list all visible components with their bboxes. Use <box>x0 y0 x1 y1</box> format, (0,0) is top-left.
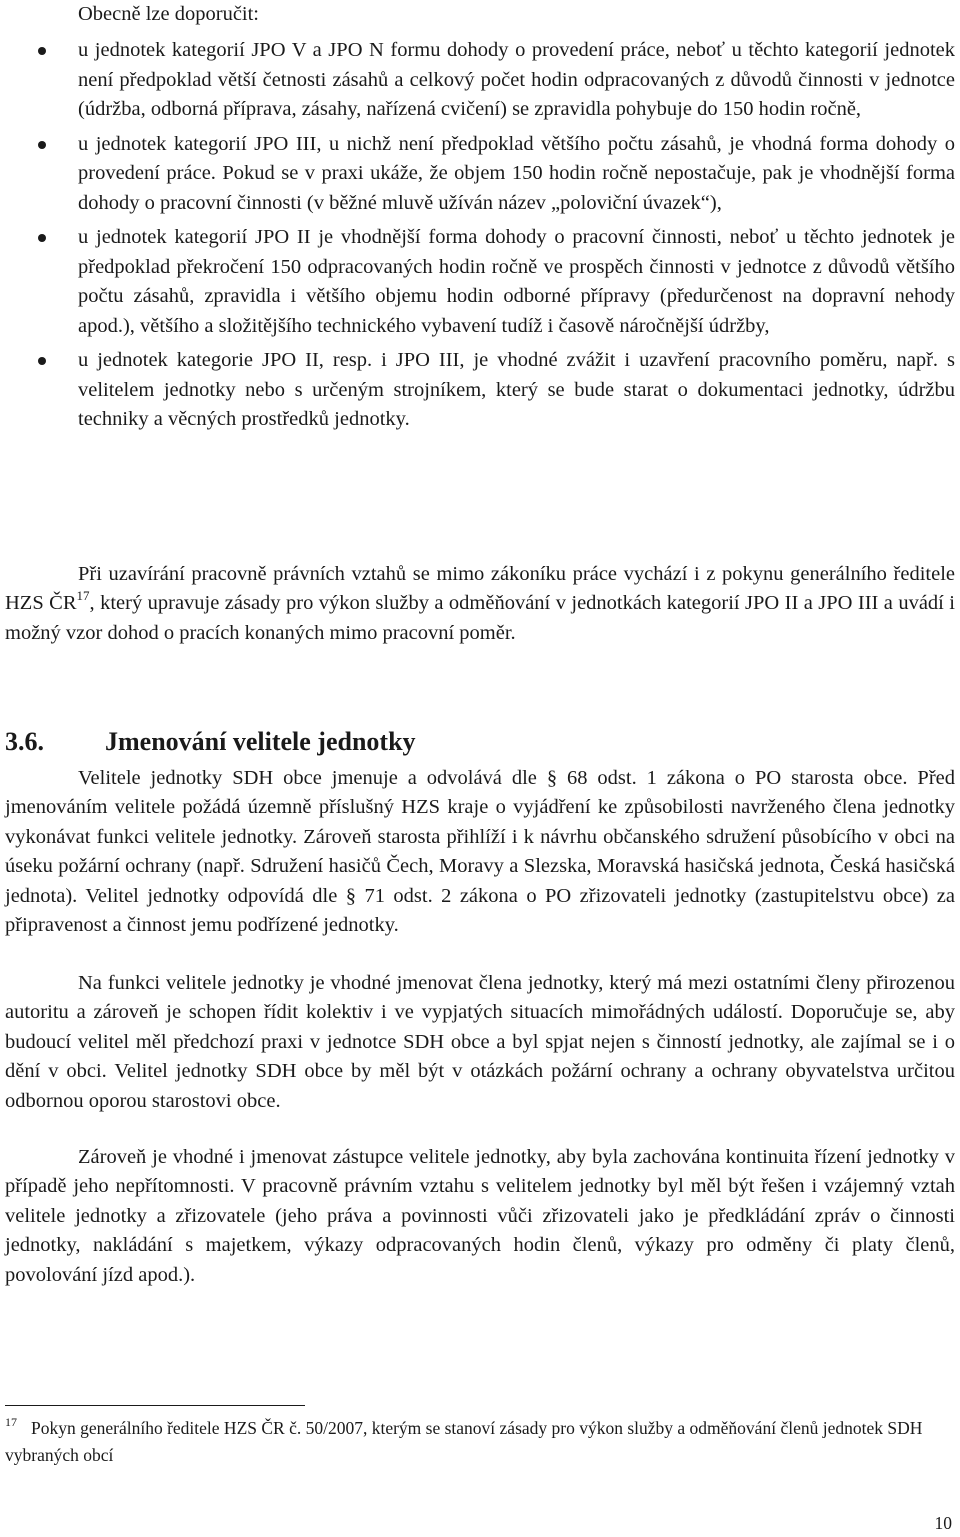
footnote-mark: 17 <box>5 1415 17 1429</box>
list-item <box>0 346 955 435</box>
list-item-text: u jednotek kategorie JPO II, resp. i JPO III, je vhodné zvážit i uzavření pracovního poměru, např. s velitelem jednotky nebo s určeným strojníkem, který se bude starat o dokumentaci jednotky, údržbu techniky a věcných prostředků jednotky. <box>78 349 955 430</box>
list-item <box>0 130 955 219</box>
paragraph-text: Zároveň je vhodné i jmenovat zástupce velitele jednotky, aby byla zachována kontinuita řízení jednotky v případě jeho nepřítomnosti. V pracovně právním vztahu s velitelem jednotky byl měl být řešen i vzájemný vztah velitele jednotky a zřizovatele (jeho práva a povinnosti vůči zřizovateli jako je předkládání zpráv o činnosti jednotky, nakládání s majetkem, výkazy odpracovaných hodin členů, výkazy pro odměny či platy členů, povolování jízd apod.). <box>5 1146 955 1286</box>
list-item-text: u jednotek kategorií JPO III, u nichž není předpoklad většího počtu zásahů, je vhodná forma dohody o provedení práce. Pokud se v praxi ukáže, že objem 150 hodin ročně nepostačuje, pak je vhodnější forma dohody o pracovní činnosti (v běžné mluvě užíván název „poloviční úvazek“), <box>78 132 955 214</box>
paragraph-commander-qualities <box>5 969 955 1116</box>
paragraph-text-after: , který upravuje zásady pro výkon služby a odměňování v jednotkách kategorií JPO II a JPO III a uvádí i možný vzor dohod o pracích konaných mimo pracovní poměr. <box>5 592 956 644</box>
page-number: 10 <box>934 1513 952 1533</box>
paragraph-deputy <box>5 1143 955 1290</box>
bullet-icon <box>38 47 46 55</box>
paragraph-text-before: Při uzavírání pracovně právních vztahů se mimo zákoníku práce vychází i z pokynu generálního ředitele HZS ČR <box>5 563 955 615</box>
footnote-divider <box>5 1405 305 1406</box>
footnote-reference[interactable]: 17 <box>76 588 90 604</box>
list-item <box>0 36 955 125</box>
footnote-text: Pokyn generálního ředitele HZS ČR č. 50/2007, kterým se stanoví zásady pro výkon služby a odměňování členů jednotek SDH vybraných obcí <box>5 1418 923 1465</box>
paragraph-text: Velitele jednotky SDH obce jmenuje a odvolává dle § 68 odst. 1 zákona o PO starosta obce. Před jmenováním velitele požádá územně příslušný HZS kraje o vyjádření ke způsobilosti navrženého člena jednotky vykonávat funkci velitele jednotky. Zároveň starosta přihlíží i k návrhu občanského sdružení působícího v obci na úseku požární ochrany (např. Sdružení hasičů Čech, Moravy a Slezska, Moravská hasičská jednota, Česká hasičská jednota). Velitel jednotky odpovídá dle § 71 odst. 2 zákona o PO zřizovateli jednotky (zastupitelstvu obce) za připravenost a činnost jemu podřízené jednotky. <box>5 767 955 937</box>
recommendation-list <box>0 36 960 440</box>
footnote <box>5 1415 955 1469</box>
section-number: 3.6. <box>5 727 44 756</box>
list-item-text: u jednotek kategorií JPO II je vhodnější forma dohody o pracovní činnosti, neboť u těchto jednotek je předpoklad překročení 150 odpracovaných hodin ročně ve prospěch činnosti v jednotce z důvodů většího počtu zásahů, zpravidla i většího objemu hodin odborné přípravy (předurčenost na dopravní nehody apod.), většího a složitějšího technického vybavení tudíž i časově náročnější údržby, <box>78 226 955 337</box>
bullet-icon <box>38 141 46 149</box>
bullet-icon <box>38 357 46 365</box>
paragraph-appointment <box>5 764 955 940</box>
section-heading <box>5 726 416 758</box>
paragraph-hzs-guideline <box>5 560 955 648</box>
paragraph-text: Na funkci velitele jednotky je vhodné jmenovat člena jednotky, který má mezi ostatními členy přirozenou autoritu a zároveň je schopen řídit kolektiv i ve vypjatých situacích mimořádných událostí. Doporučuje se, aby budoucí velitel měl předchozí praxi v jednotce SDH obce a byl spjat nejen s činností jednotky, ale zajímal se i o dění v obci. Velitel jednotky SDH obce by měl být v otázkách požární ochrany a ochrany obyvatelstva určitou odbornou oporou starostovi obce. <box>5 972 955 1112</box>
list-item <box>0 223 955 341</box>
bullet-icon <box>38 234 46 242</box>
list-item-text: u jednotek kategorií JPO V a JPO N formu dohody o provedení práce, neboť u těchto kategorií jednotek není předpoklad větší četnosti zásahů a celkový počet hodin odpracovaných z důvodů činnosti v jednotce (údržba, odborná příprava, zásahy, nařízená cvičení) se zpravidla pohybuje do 150 hodin ročně, <box>78 39 955 120</box>
intro-line: Obecně lze doporučit: <box>78 3 260 25</box>
section-title: Jmenování velitele jednotky <box>105 727 416 756</box>
